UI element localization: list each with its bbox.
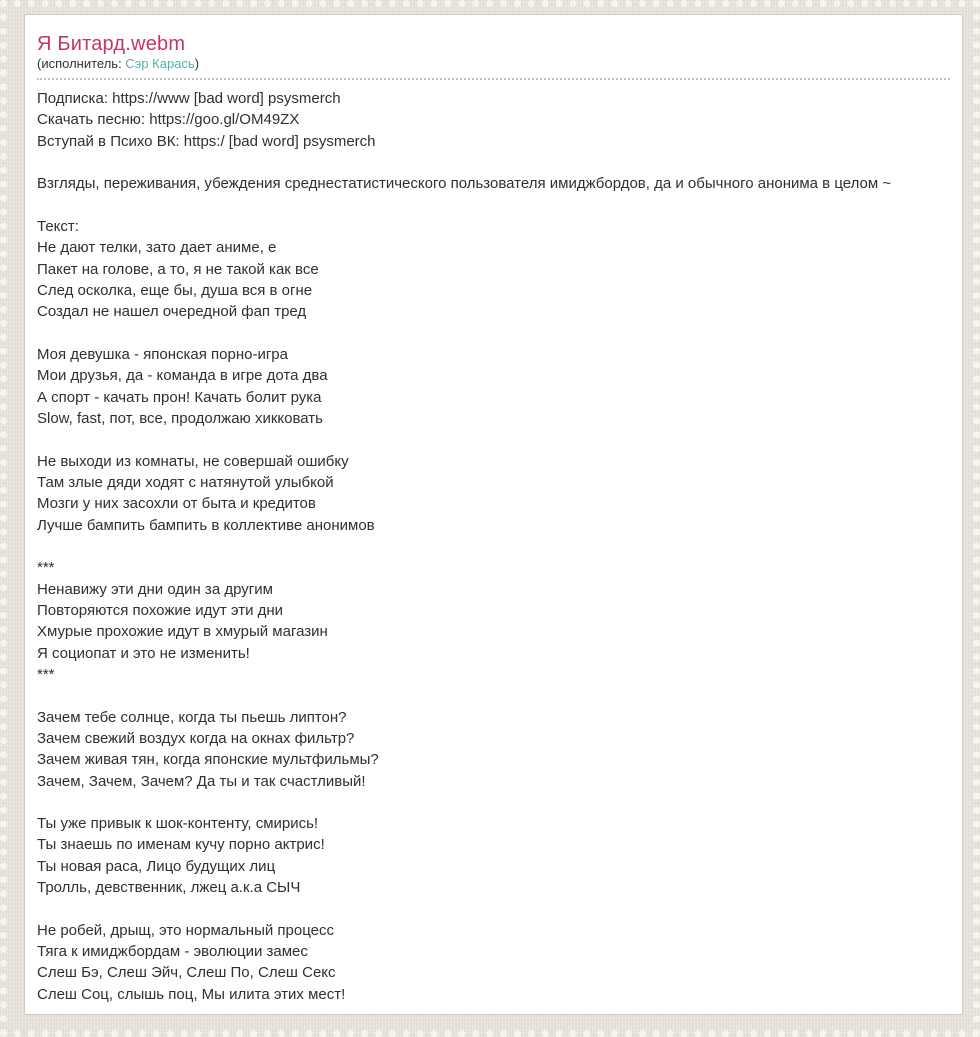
lyrics-line: Не робей, дрыщ, это нормальный процесс — [37, 921, 334, 939]
lyrics-line: Зачем живая тян, когда японские мультфильмы? — [37, 751, 379, 769]
page-title: Я Битард.webm — [37, 33, 186, 55]
lyrics-line: Зачем свежий воздух когда на окнах фильтр? — [37, 729, 355, 747]
lyrics-line: Зачем, Зачем, Зачем? Да ты и так счастливый! — [37, 772, 366, 790]
lyrics-line: Скачать песню: https://goo.gl/OM49ZX — [37, 111, 300, 129]
lyrics-line: Ты новая раса, Лицо будущих лиц — [37, 857, 276, 875]
lyrics-line: Мозги у них засохли от быта и кредитов — [37, 495, 316, 513]
lyrics-line: А спорт - качать прон! Качать болит рука — [37, 388, 322, 406]
lyrics-line: Хмурые прохожие идут в хмурый магазин — [37, 623, 328, 641]
lyrics-line — [37, 898, 950, 919]
lyrics-line: Зачем тебе солнце, когда ты пьешь липтон? — [37, 708, 347, 726]
lyrics-line: Ты уже привык к шок-контенту, смирись! — [37, 815, 319, 833]
lyrics-text — [37, 88, 950, 1005]
performer-label: (исполнитель: — [37, 56, 126, 71]
performer-line — [37, 55, 950, 73]
lyrics-line — [37, 323, 950, 344]
lyrics-line: Ненавижу эти дни один за другим — [37, 580, 273, 598]
lyrics-line: Лучше бампить бампить в коллективе анонимов — [37, 516, 375, 534]
lyrics-line: Взгляды, переживания, убеждения среднестатистического пользователя имиджбордов, да и обычного анонима в целом ~ — [37, 175, 892, 193]
lyrics-line: Slow, fast, пот, все, продолжаю хикковать — [37, 409, 323, 427]
lyrics-line — [37, 536, 950, 557]
content-card — [24, 14, 963, 1015]
lyrics-line: Пакет на голове, а то, я не такой как все — [37, 260, 319, 278]
lyrics-line: Подписка: https://www [bad word] psysmerch — [37, 90, 341, 107]
artist-link[interactable]: Сэр Карась — [125, 56, 195, 71]
lyrics-line: Создал не нашел очередной фап тред — [37, 303, 307, 321]
lyrics-line: Тролль, девственник, лжец а.к.а СЫЧ — [37, 879, 301, 897]
lyrics-line: Не выходи из комнаты, не совершай ошибку — [37, 452, 349, 470]
lyrics-line: Слеш Соц, слышь поц, Мы илита этих мест! — [37, 985, 346, 1003]
lyrics-line: След осколка, еще бы, душа вся в огне — [37, 281, 313, 299]
lyrics-line: Я социопат и это не изменить! — [37, 644, 250, 662]
lyrics-line: Повторяются похожие идут эти дни — [37, 601, 284, 619]
lyrics-line: Тяга к имиджбордам - эволюции замес — [37, 943, 308, 961]
performer-suffix: ) — [194, 56, 200, 71]
dotted-divider — [37, 78, 950, 80]
lyrics-line: Там злые дяди ходят с натянутой улыбкой — [37, 473, 334, 491]
lyrics-line — [37, 152, 950, 173]
lyrics-line: Не дают телки, зато дает аниме, е — [37, 239, 277, 257]
lyrics-line — [37, 685, 950, 706]
lyrics-line: Вступай в Психо ВК: https:/ [bad word] psysmerch — [37, 132, 376, 150]
lyrics-line: Текст: — [37, 217, 79, 235]
lyrics-line — [37, 195, 950, 216]
lyrics-line: Ты знаешь по именам кучу порно актрис! — [37, 836, 325, 854]
lyrics-line: *** — [37, 665, 55, 683]
lyrics-line — [37, 792, 950, 813]
lyrics-line: Слеш Бэ, Слеш Эйч, Слеш По, Слеш Секс — [37, 964, 336, 982]
lyrics-line: Моя девушка - японская порно-игра — [37, 345, 288, 363]
lyrics-line: Мои друзья, да - команда в игре дота два — [37, 367, 328, 385]
lyrics-line: *** — [37, 559, 55, 577]
lyrics-line — [37, 429, 950, 450]
